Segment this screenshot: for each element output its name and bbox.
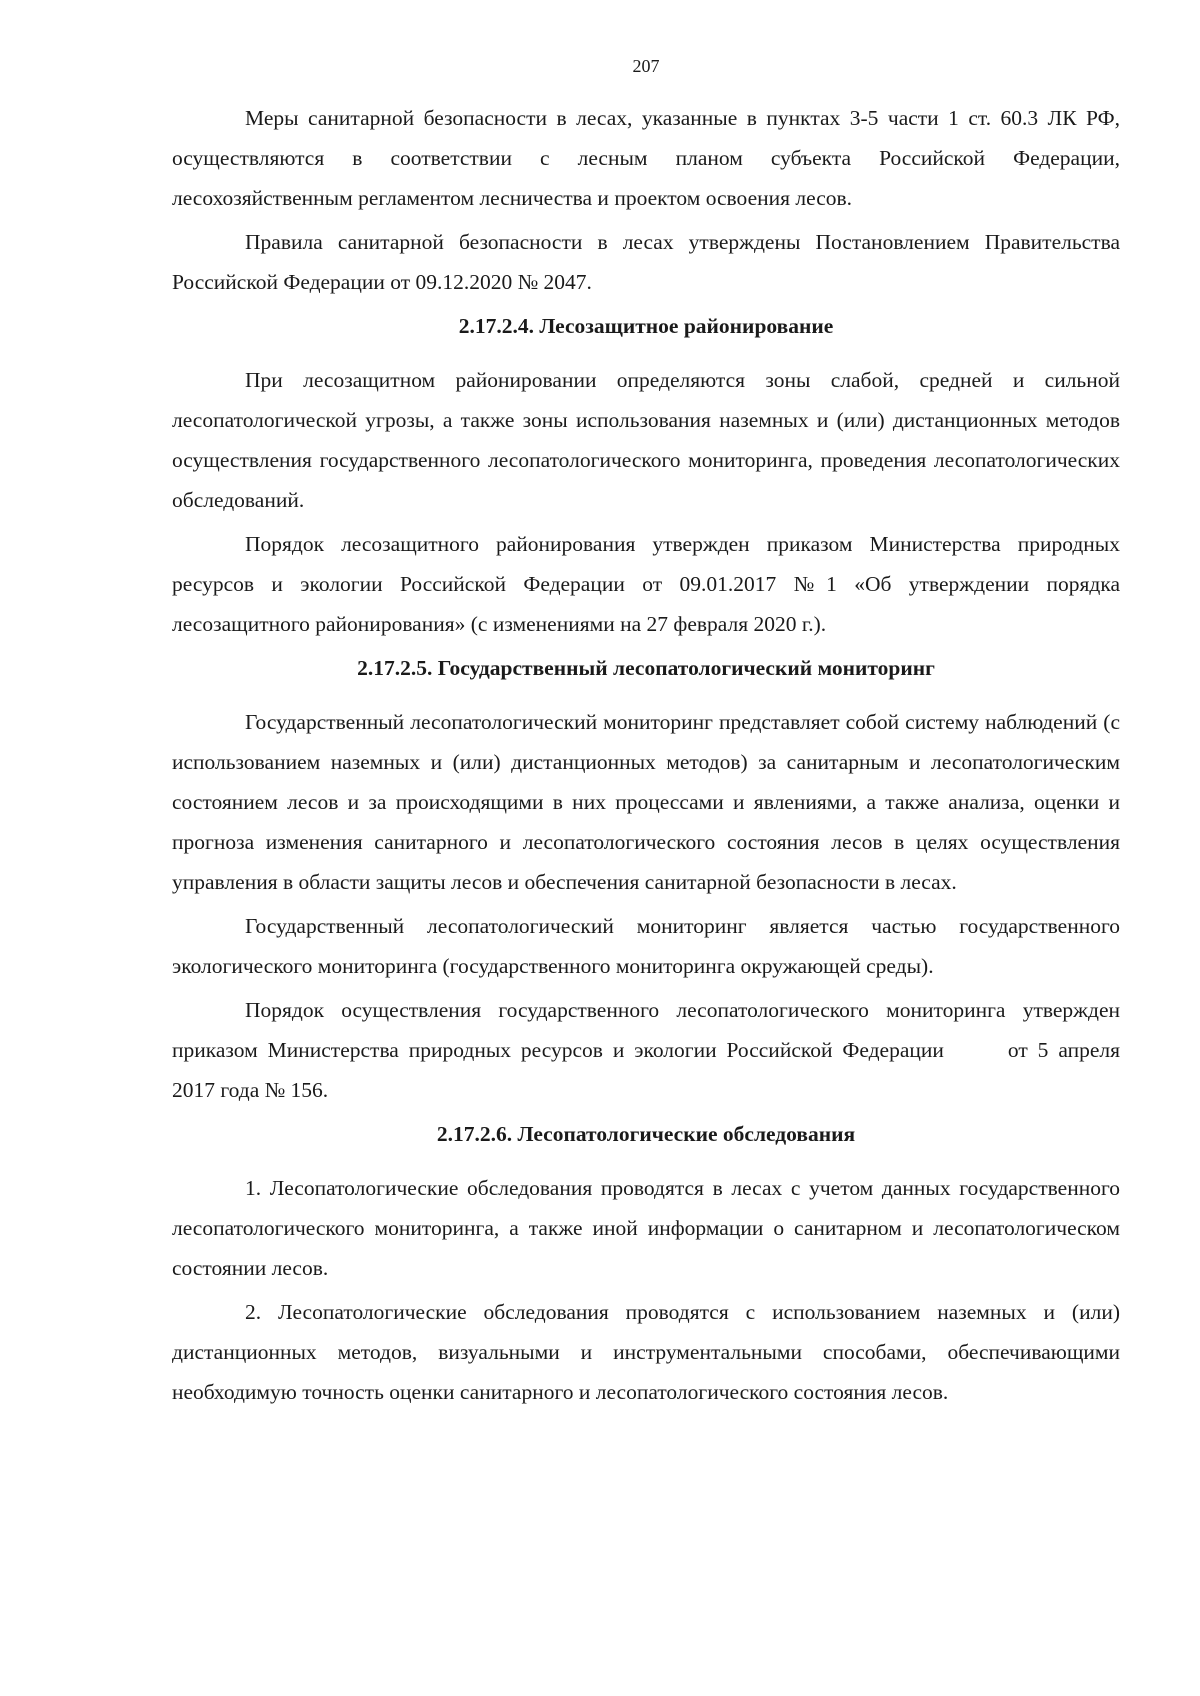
section-heading-forest-zoning: 2.17.2.4. Лесозащитное районирование (458, 314, 834, 338)
page-number: 207 (632, 56, 660, 76)
paragraph-surveys-item-2: 2. Лесопатологические обследования проводятся с использованием наземных и (или) дистанционных методов, визуальными и инструментальными способами, обеспечивающими необходимую точность оценки санитарного и лесопатологического состояния лесов. (172, 1300, 1120, 1404)
paragraph-monitoring-part-of: Государственный лесопатологический мониторинг является частью государственного экологического мониторинга (государственного мониторинга окружающей среды). (172, 914, 1120, 978)
paragraph-sanitary-rules: Правила санитарной безопасности в лесах утверждены Постановлением Правительства Российской Федерации от 09.12.2020 № 2047. (172, 230, 1120, 294)
paragraph-monitoring-definition: Государственный лесопатологический мониторинг представляет собой систему наблюдений (с использованием наземных и (или) дистанционных методов) за санитарным и лесопатологическим состоянием лесов и за происходящими в них процессами и явлениями, а также анализа, оценки и прогноза изменения санитарного и лесопатологического состояния лесов в целях осуществления управления в области защиты лесов и обеспечения санитарной безопасности в лесах. (172, 710, 1120, 894)
paragraph-zoning-order: Порядок лесозащитного районирования утвержден приказом Министерства природных ресурсов и экологии Российской Федерации от 09.01.2017 №1 «Об утверждении порядка лесозащитного районирования» (с изменениями на 27 февраля 2020 г.). (172, 532, 1120, 636)
document-page (172, 48, 1120, 1416)
section-heading-surveys: 2.17.2.6. Лесопатологические обследования (436, 1122, 856, 1146)
monitoring-order-text: Порядок осуществления государственного лесопатологического мониторинга утвержден приказом Министерства природных ресурсов и экологии Российской Федерации (172, 998, 1120, 1062)
section-heading-state-monitoring: 2.17.2.5. Государственный лесопатологический мониторинг (357, 656, 935, 680)
paragraph-surveys-item-1: 1. Лесопатологические обследования проводятся в лесах с учетом данных государственного лесопатологического мониторинга, а также иной информации о санитарном и лесопатологическом состоянии лесов. (172, 1176, 1120, 1280)
paragraph-sanitary-measures: Меры санитарной безопасности в лесах, указанные в пунктах 3-5 части 1 ст. 60.3 ЛК РФ, осуществляются в соответствии с лесным планом субъекта Российской Федерации, лесохозяйственным регламентом лесничества и проектом освоения лесов. (172, 106, 1120, 210)
monitoring-order-date: от 5 апреля 2017 года № 156. (172, 1038, 1121, 1102)
paragraph-monitoring-order (172, 990, 1120, 1110)
paragraph-zoning-zones: При лесозащитном районировании определяются зоны слабой, средней и сильной лесопатологической угрозы, а также зоны использования наземных и (или) дистанционных методов осуществления государственного лесопатологического мониторинга, проведения лесопатологических обследований. (172, 368, 1120, 512)
